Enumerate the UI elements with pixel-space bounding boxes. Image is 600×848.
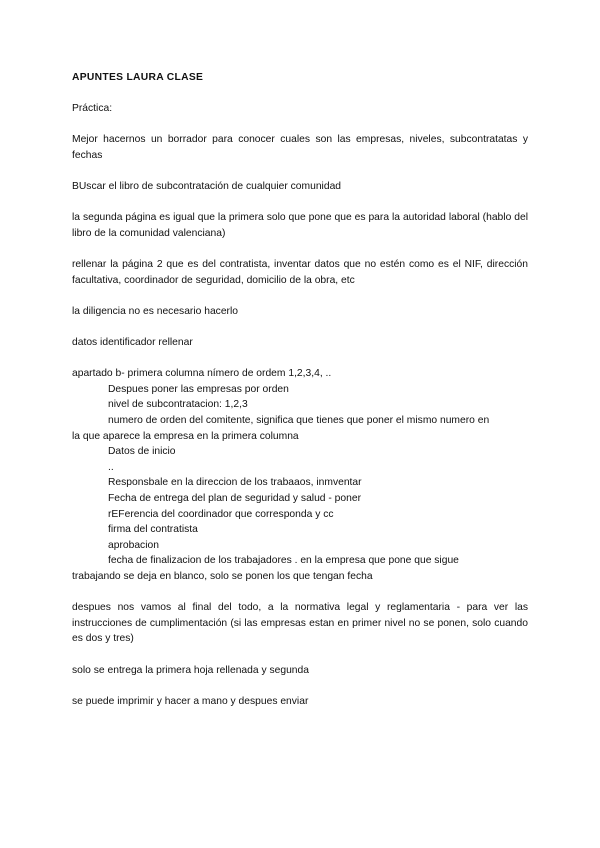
list-item-continuation: trabajando se deja en blanco, solo se ponen los que tengan fecha <box>72 571 373 582</box>
paragraph-borrador: Mejor hacernos un borrador para conocer cuales son las empresas, niveles, subcontratatas y fechas <box>72 134 528 161</box>
list-item: nivel de subcontratacion: 1,2,3 <box>108 399 248 411</box>
document-page <box>72 70 528 709</box>
list-item: fecha de finalizacion de los trabajadores . en la empresa que pone que sigue <box>108 555 459 567</box>
list-item: Fecha de entrega del plan de seguridad y salud - poner <box>108 493 362 505</box>
paragraph-segunda-pagina: la segunda página es igual que la primera solo que pone que es para la autoridad laboral (hablo del libro de la comunidad valenciana) <box>72 212 528 239</box>
list-item: Datos de inicio <box>108 446 176 458</box>
list-item: .. <box>108 461 114 473</box>
paragraph-normativa: despues nos vamos al final del todo, a la normativa legal y reglamentaria - para ver las instrucciones de cumplimentación (si las empresas estan en primer nivel no se ponen, solo cuando es dos y tres) <box>72 602 528 645</box>
paragraph-practica: Práctica: <box>72 103 113 115</box>
paragraph-datos-identificador: datos identificador rellenar <box>72 337 193 349</box>
list-item: Despues poner las empresas por orden <box>108 383 289 395</box>
paragraph-imprimir: se puede imprimir y hacer a mano y despues enviar <box>72 695 309 707</box>
document-title: APUNTES LAURA CLASE <box>72 72 204 83</box>
paragraph-buscar-libro: BUscar el libro de subcontratación de cualquier comunidad <box>72 181 342 193</box>
paragraph-diligencia: la diligencia no es necesario hacerlo <box>72 305 238 317</box>
list-item: Responsbale en la direccion de los trabaaos, inmventar <box>108 477 362 489</box>
list-item: rEFerencia del coordinador que corresponda y cc <box>108 508 334 520</box>
paragraph-entrega: solo se entrega la primera hoja rellenada y segunda <box>72 664 309 676</box>
list-item: firma del contratista <box>108 524 198 536</box>
list-item: aprobacion <box>108 539 159 551</box>
paragraph-rellenar-pagina-2: rellenar la página 2 que es del contratista, inventar datos que no estén como es el NIF, dirección facultativa, coordinador de seguridad, domicilio de la obra, etc <box>72 259 528 286</box>
apartado-b-list <box>72 382 528 429</box>
paragraph-apartado-b: apartado b- primera columna nímero de ordem 1,2,3,4, .. <box>72 368 332 380</box>
list-item-continuation: la que aparece la empresa en la primera columna <box>72 430 299 442</box>
list-item: numero de orden del comitente, significa que tienes que poner el mismo numero en <box>108 415 490 427</box>
apartado-b-list-2 <box>72 444 528 569</box>
